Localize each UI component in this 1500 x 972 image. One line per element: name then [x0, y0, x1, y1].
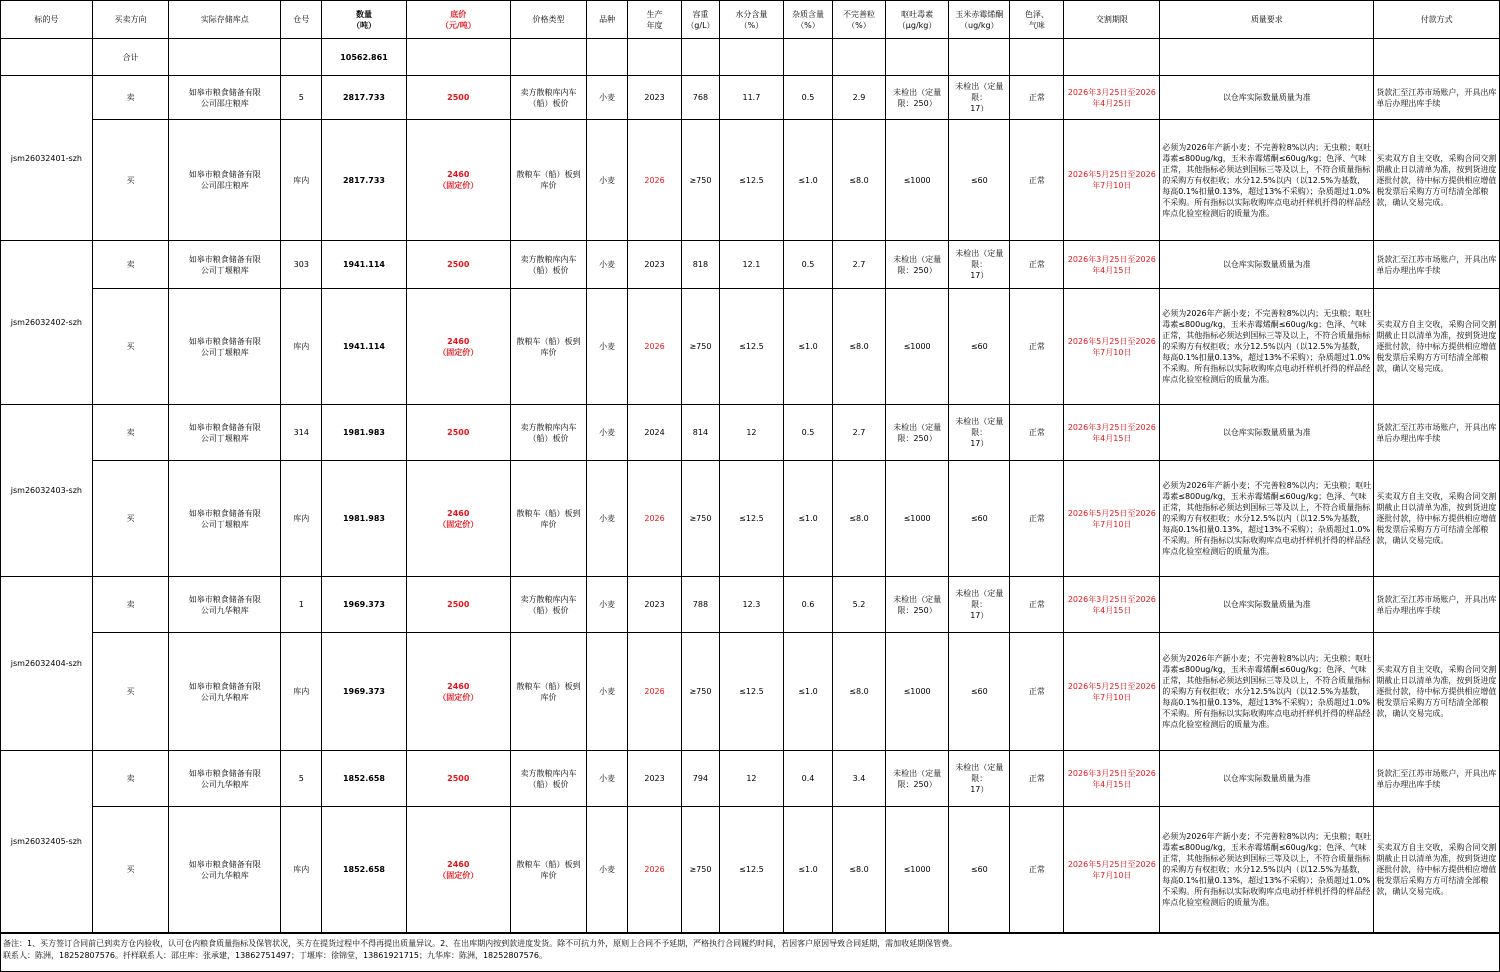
payment-method: 货款汇至江苏市场账户，开具出库单后办理出库手续	[1374, 241, 1500, 289]
payment-method: 买卖双方自主交收，采购合同交割期截止日以清单为准，按到货进度逐批付款，待中标方提供相应增值税发票后采购方方可结清全部粮款，确认交易完成。	[1374, 461, 1500, 577]
header-warehouse: 实际存储库点	[169, 1, 281, 39]
price-type: 卖方散粮库内车 （船）板价	[510, 751, 586, 807]
reserve-price: 2500	[406, 751, 510, 807]
header-reserve-price: 底价 （元/吨）	[406, 1, 510, 39]
zen-value: 未检出（定量限： 17）	[949, 577, 1010, 633]
buy-row	[1, 807, 1500, 933]
imperfect-kernels: ≤8.0	[832, 807, 885, 933]
warehouse-name: 如皋市粮食储备有限 公司丁堰粮库	[169, 461, 281, 577]
price-type: 卖方散粮库内车 （船）板价	[510, 405, 586, 461]
reserve-price: 2500	[406, 76, 510, 120]
quality-requirement: 以仓库实际数量质量为准	[1160, 577, 1374, 633]
quantity: 1981.983	[322, 405, 407, 461]
moisture: 11.7	[719, 76, 783, 120]
quantity: 2817.733	[322, 120, 407, 241]
color-odor: 正常	[1010, 751, 1064, 807]
buy-row	[1, 633, 1500, 751]
header-impurity: 杂质含量 （%）	[784, 1, 833, 39]
header-quantity: 数量 （吨）	[322, 1, 407, 39]
header-variety: 品种	[587, 1, 628, 39]
quality-requirement: 必须为2026年产新小麦；不完善粒8%以内；无虫粮；呕吐毒素≤800ug/kg，玉米赤霉烯酮≤60ug/kg；色泽、气味正常，其他指标必须达到国标三等及以上，不符合质量指标的采购方有权拒收；水分12.5%以内（以12.5%为基数，每高0.1%扣量0.13%，超过13%不采购）；杂质超过1.0%不采购。所有指标以实际收购库点电动扦样机扦得的样品经库点化验室检测后的质量为准。	[1160, 289, 1374, 405]
quantity: 1981.983	[322, 461, 407, 577]
header-row	[1, 1, 1500, 39]
test-weight: ≥750	[682, 633, 720, 751]
impurity: ≤1.0	[784, 120, 833, 241]
delivery-period: 2026年3月25日至2026 年4月15日	[1064, 405, 1160, 461]
zen-value: 未检出（定量限： 17）	[949, 751, 1010, 807]
impurity: ≤1.0	[784, 807, 833, 933]
imperfect-kernels: ≤8.0	[832, 633, 885, 751]
delivery-period: 2026年5月25日至2026 年7月10日	[1064, 120, 1160, 241]
quality-requirement: 以仓库实际数量质量为准	[1160, 751, 1374, 807]
bin-number: 5	[281, 751, 322, 807]
variety: 小麦	[587, 807, 628, 933]
imperfect-kernels: 5.2	[832, 577, 885, 633]
impurity: 0.4	[784, 751, 833, 807]
don-value: ≤1000	[885, 461, 948, 577]
header-production-year: 生产 年度	[628, 1, 682, 39]
delivery-period: 2026年5月25日至2026 年7月10日	[1064, 289, 1160, 405]
buy-row	[1, 461, 1500, 577]
bin-number: 库内	[281, 633, 322, 751]
total-row	[1, 39, 1500, 76]
price-type: 散粮车（船）板到 库价	[510, 633, 586, 751]
quality-requirement: 必须为2026年产新小麦；不完善粒8%以内；无虫粮；呕吐毒素≤800ug/kg，玉米赤霉烯酮≤60ug/kg；色泽、气味正常，其他指标必须达到国标三等及以上，不符合质量指标的采购方有权拒收；水分12.5%以内（以12.5%为基数，每高0.1%扣量0.13%，超过13%不采购）；杂质超过1.0%不采购。所有指标以实际收购库点电动扦样机扦得的样品经库点化验室检测后的质量为准。	[1160, 461, 1374, 577]
zen-value: ≤60	[949, 633, 1010, 751]
header-don: 呕吐毒素 （μg/kg）	[885, 1, 948, 39]
header-quality-requirements: 质量要求	[1160, 1, 1374, 39]
color-odor: 正常	[1010, 633, 1064, 751]
production-year: 2023	[628, 76, 682, 120]
direction-sell: 卖	[92, 751, 168, 807]
imperfect-kernels: ≤8.0	[832, 461, 885, 577]
impurity: 0.5	[784, 76, 833, 120]
variety: 小麦	[587, 751, 628, 807]
buy-row	[1, 289, 1500, 405]
reserve-price: 2500	[406, 405, 510, 461]
zen-value: ≤60	[949, 289, 1010, 405]
warehouse-name: 如皋市粮食储备有限 公司九华粮库	[169, 633, 281, 751]
color-odor: 正常	[1010, 461, 1064, 577]
don-value: 未检出（定量 限：250）	[885, 751, 948, 807]
impurity: 0.5	[784, 405, 833, 461]
imperfect-kernels: 3.4	[832, 751, 885, 807]
price-type: 卖方散粮库内车 （船）板价	[510, 241, 586, 289]
warehouse-name: 如皋市粮食储备有限 公司九华粮库	[169, 577, 281, 633]
color-odor: 正常	[1010, 405, 1064, 461]
sell-row	[1, 76, 1500, 120]
production-year: 2024	[628, 405, 682, 461]
payment-method: 买卖双方自主交收，采购合同交割期截止日以清单为准，按到货进度逐批付款，待中标方提供相应增值税发票后采购方方可结清全部粮款，确认交易完成。	[1374, 807, 1500, 933]
payment-method: 买卖双方自主交收，采购合同交割期截止日以清单为准，按到货进度逐批付款，待中标方提供相应增值税发票后采购方方可结清全部粮款，确认交易完成。	[1374, 289, 1500, 405]
color-odor: 正常	[1010, 241, 1064, 289]
zen-value: 未检出（定量限： 17）	[949, 241, 1010, 289]
test-weight: ≥750	[682, 120, 720, 241]
quality-requirement: 必须为2026年产新小麦；不完善粒8%以内；无虫粮；呕吐毒素≤800ug/kg，玉米赤霉烯酮≤60ug/kg；色泽、气味正常，其他指标必须达到国标三等及以上，不符合质量指标的采购方有权拒收；水分12.5%以内（以12.5%为基数，每高0.1%扣量0.13%，超过13%不采购）；杂质超过1.0%不采购。所有指标以实际收购库点电动扦样机扦得的样品经库点化验室检测后的质量为准。	[1160, 633, 1374, 751]
production-year: 2023	[628, 577, 682, 633]
reserve-price: 2460 （固定价）	[406, 289, 510, 405]
imperfect-kernels: 2.7	[832, 405, 885, 461]
variety: 小麦	[587, 289, 628, 405]
color-odor: 正常	[1010, 289, 1064, 405]
bin-number: 库内	[281, 289, 322, 405]
delivery-period: 2026年5月25日至2026 年7月10日	[1064, 807, 1160, 933]
imperfect-kernels: 2.7	[832, 241, 885, 289]
impurity: 0.5	[784, 241, 833, 289]
production-year: 2026	[628, 633, 682, 751]
zen-value: ≤60	[949, 120, 1010, 241]
direction-buy: 买	[92, 633, 168, 751]
warehouse-name: 如皋市粮食储备有限 公司丁堰粮库	[169, 405, 281, 461]
test-weight: 794	[682, 751, 720, 807]
impurity: ≤1.0	[784, 461, 833, 577]
moisture: ≤12.5	[719, 807, 783, 933]
delivery-period: 2026年3月25日至2026 年4月15日	[1064, 577, 1160, 633]
quantity: 2817.733	[322, 76, 407, 120]
reserve-price: 2500	[406, 577, 510, 633]
payment-method: 货款汇至江苏市场账户，开具出库单后办理出库手续	[1374, 405, 1500, 461]
header-imperfect-kernels: 不完善粒 （%）	[832, 1, 885, 39]
header-payment-method: 付款方式	[1374, 1, 1500, 39]
moisture: 12	[719, 751, 783, 807]
imperfect-kernels: ≤8.0	[832, 289, 885, 405]
payment-method: 买卖双方自主交收，采购合同交割期截止日以清单为准，按到货进度逐批付款，待中标方提供相应增值税发票后采购方方可结清全部粮款，确认交易完成。	[1374, 633, 1500, 751]
production-year: 2026	[628, 120, 682, 241]
don-value: 未检出（定量 限：250）	[885, 76, 948, 120]
moisture: ≤12.5	[719, 633, 783, 751]
quality-requirement: 必须为2026年产新小麦；不完善粒8%以内；无虫粮；呕吐毒素≤800ug/kg，玉米赤霉烯酮≤60ug/kg；色泽、气味正常，其他指标必须达到国标三等及以上，不符合质量指标的采购方有权拒收；水分12.5%以内（以12.5%为基数，每高0.1%扣量0.13%，超过13%不采购）；杂质超过1.0%不采购。所有指标以实际收购库点电动扦样机扦得的样品经库点化验室检测后的质量为准。	[1160, 807, 1374, 933]
bin-number: 1	[281, 577, 322, 633]
bin-number: 库内	[281, 807, 322, 933]
color-odor: 正常	[1010, 577, 1064, 633]
don-value: ≤1000	[885, 120, 948, 241]
contacts-text: 联系人：陈洲，18252807576。扦样联系人：邵庄库：张承建，13862751497；丁堰库：徐锦堂，13861921715；九华库：陈洲，18252807576。	[3, 951, 547, 960]
delivery-period: 2026年5月25日至2026 年7月10日	[1064, 633, 1160, 751]
reserve-price: 2460 （固定价）	[406, 807, 510, 933]
warehouse-name: 如皋市粮食储备有限 公司九华粮库	[169, 751, 281, 807]
zen-value: ≤60	[949, 807, 1010, 933]
payment-method: 货款汇至江苏市场账户，开具出库单后办理出库手续	[1374, 751, 1500, 807]
variety: 小麦	[587, 461, 628, 577]
quantity: 1969.373	[322, 633, 407, 751]
color-odor: 正常	[1010, 76, 1064, 120]
total-quantity: 10562.861	[322, 39, 407, 76]
warehouse-name: 如皋市粮食储备有限 公司邵庄粮库	[169, 76, 281, 120]
zen-value: 未检出（定量限： 17）	[949, 76, 1010, 120]
test-weight: ≥750	[682, 289, 720, 405]
delivery-period: 2026年3月25日至2026 年4月25日	[1064, 76, 1160, 120]
sell-row	[1, 751, 1500, 807]
quality-requirement: 必须为2026年产新小麦；不完善粒8%以内；无虫粮；呕吐毒素≤800ug/kg，玉米赤霉烯酮≤60ug/kg；色泽、气味正常，其他指标必须达到国标三等及以上，不符合质量指标的采购方有权拒收；水分12.5%以内（以12.5%为基数，每高0.1%扣量0.13%，超过13%不采购）；杂质超过1.0%不采购。所有指标以实际收购库点电动扦样机扦得的样品经库点化验室检测后的质量为准。	[1160, 120, 1374, 241]
warehouse-name: 如皋市粮食储备有限 公司丁堰粮库	[169, 289, 281, 405]
direction-sell: 卖	[92, 76, 168, 120]
production-year: 2026	[628, 289, 682, 405]
moisture: ≤12.5	[719, 289, 783, 405]
reserve-price: 2460 （固定价）	[406, 120, 510, 241]
don-value: ≤1000	[885, 807, 948, 933]
payment-method: 货款汇至江苏市场账户，开具出库单后办理出库手续	[1374, 577, 1500, 633]
direction-buy: 买	[92, 120, 168, 241]
lot-number: jsm26032405-szh	[1, 751, 93, 933]
variety: 小麦	[587, 120, 628, 241]
price-type: 卖方散粮库内车 （船）板价	[510, 577, 586, 633]
lot-number: jsm26032403-szh	[1, 405, 93, 577]
impurity: ≤1.0	[784, 633, 833, 751]
zen-value: 未检出（定量限： 17）	[949, 405, 1010, 461]
header-price-type: 价格类型	[510, 1, 586, 39]
quantity: 1852.658	[322, 807, 407, 933]
bin-number: 314	[281, 405, 322, 461]
warehouse-name: 如皋市粮食储备有限 公司九华粮库	[169, 807, 281, 933]
color-odor: 正常	[1010, 807, 1064, 933]
don-value: 未检出（定量 限：250）	[885, 241, 948, 289]
color-odor: 正常	[1010, 120, 1064, 241]
quantity: 1852.658	[322, 751, 407, 807]
direction-sell: 卖	[92, 241, 168, 289]
price-type: 散粮车（船）板到 库价	[510, 807, 586, 933]
price-type: 散粮车（船）板到 库价	[510, 289, 586, 405]
lot-number: jsm26032402-szh	[1, 241, 93, 405]
test-weight: ≥750	[682, 807, 720, 933]
impurity: ≤1.0	[784, 289, 833, 405]
reserve-price: 2460 （固定价）	[406, 461, 510, 577]
header-moisture: 水分含量 （%）	[719, 1, 783, 39]
price-type: 散粮车（船）板到 库价	[510, 120, 586, 241]
bin-number: 5	[281, 76, 322, 120]
sell-row	[1, 241, 1500, 289]
quantity: 1941.114	[322, 289, 407, 405]
direction-sell: 卖	[92, 577, 168, 633]
delivery-period: 2026年5月25日至2026 年7月10日	[1064, 461, 1160, 577]
bin-number: 库内	[281, 461, 322, 577]
delivery-period: 2026年3月25日至2026 年4月15日	[1064, 241, 1160, 289]
imperfect-kernels: ≤8.0	[832, 120, 885, 241]
production-year: 2023	[628, 751, 682, 807]
header-test-weight: 容重 （g/L）	[682, 1, 720, 39]
don-value: 未检出（定量 限：250）	[885, 405, 948, 461]
variety: 小麦	[587, 577, 628, 633]
header-lot-no: 标的号	[1, 1, 93, 39]
lot-number: jsm26032404-szh	[1, 577, 93, 751]
warehouse-name: 如皋市粮食储备有限 公司邵庄粮库	[169, 120, 281, 241]
zen-value: ≤60	[949, 461, 1010, 577]
quality-requirement: 以仓库实际数量质量为准	[1160, 76, 1374, 120]
moisture: ≤12.5	[719, 461, 783, 577]
sell-row	[1, 577, 1500, 633]
variety: 小麦	[587, 405, 628, 461]
moisture: 12	[719, 405, 783, 461]
reserve-price: 2500	[406, 241, 510, 289]
bin-number: 303	[281, 241, 322, 289]
header-bin: 仓号	[281, 1, 322, 39]
header-direction: 买卖方向	[92, 1, 168, 39]
test-weight: 814	[682, 405, 720, 461]
don-value: ≤1000	[885, 633, 948, 751]
header-color-odor: 色泽、 气味	[1010, 1, 1064, 39]
price-type: 卖方散粮库内车 （船）板价	[510, 76, 586, 120]
impurity: 0.6	[784, 577, 833, 633]
remarks-text: 备注：1、买方签订合同前已到卖方仓内验收，认可仓内粮食质量指标及保管状况，买方在提货过程中不得再提出质量异议。2、在出库期内按到款进度发货。除不可抗力外，原则上合同不予延期，严格执行合同履约时间，若因客户原因导致合同延期，需加收延期保管费。	[3, 939, 958, 948]
moisture: 12.1	[719, 241, 783, 289]
test-weight: 768	[682, 76, 720, 120]
price-type: 散粮车（船）板到 库价	[510, 461, 586, 577]
sell-row	[1, 405, 1500, 461]
reserve-price: 2460 （固定价）	[406, 633, 510, 751]
test-weight: 788	[682, 577, 720, 633]
variety: 小麦	[587, 633, 628, 751]
payment-method: 货款汇至江苏市场账户，开具出库单后办理出库手续	[1374, 76, 1500, 120]
warehouse-name: 如皋市粮食储备有限 公司丁堰粮库	[169, 241, 281, 289]
production-year: 2026	[628, 461, 682, 577]
variety: 小麦	[587, 241, 628, 289]
header-zen: 玉米赤霉烯酮 （ug/kg）	[949, 1, 1010, 39]
direction-sell: 卖	[92, 405, 168, 461]
test-weight: ≥750	[682, 461, 720, 577]
quality-requirement: 以仓库实际数量质量为准	[1160, 405, 1374, 461]
direction-buy: 买	[92, 807, 168, 933]
bin-number: 库内	[281, 120, 322, 241]
quantity: 1969.373	[322, 577, 407, 633]
don-value: 未检出（定量 限：250）	[885, 577, 948, 633]
direction-buy: 买	[92, 461, 168, 577]
quality-requirement: 以仓库实际数量质量为准	[1160, 241, 1374, 289]
buy-row	[1, 120, 1500, 241]
remarks-box	[0, 933, 1500, 972]
lot-number: jsm26032401-szh	[1, 76, 93, 241]
production-year: 2026	[628, 807, 682, 933]
delivery-period: 2026年3月25日至2026 年4月15日	[1064, 751, 1160, 807]
total-label: 合计	[92, 39, 168, 76]
payment-method: 买卖双方自主交收，采购合同交割期截止日以清单为准，按到货进度逐批付款，待中标方提供相应增值税发票后采购方方可结清全部粮款，确认交易完成。	[1374, 120, 1500, 241]
direction-buy: 买	[92, 289, 168, 405]
header-delivery-period: 交割期限	[1064, 1, 1160, 39]
production-year: 2023	[628, 241, 682, 289]
imperfect-kernels: 2.9	[832, 76, 885, 120]
moisture: 12.3	[719, 577, 783, 633]
don-value: ≤1000	[885, 289, 948, 405]
variety: 小麦	[587, 76, 628, 120]
moisture: ≤12.5	[719, 120, 783, 241]
test-weight: 818	[682, 241, 720, 289]
quantity: 1941.114	[322, 241, 407, 289]
